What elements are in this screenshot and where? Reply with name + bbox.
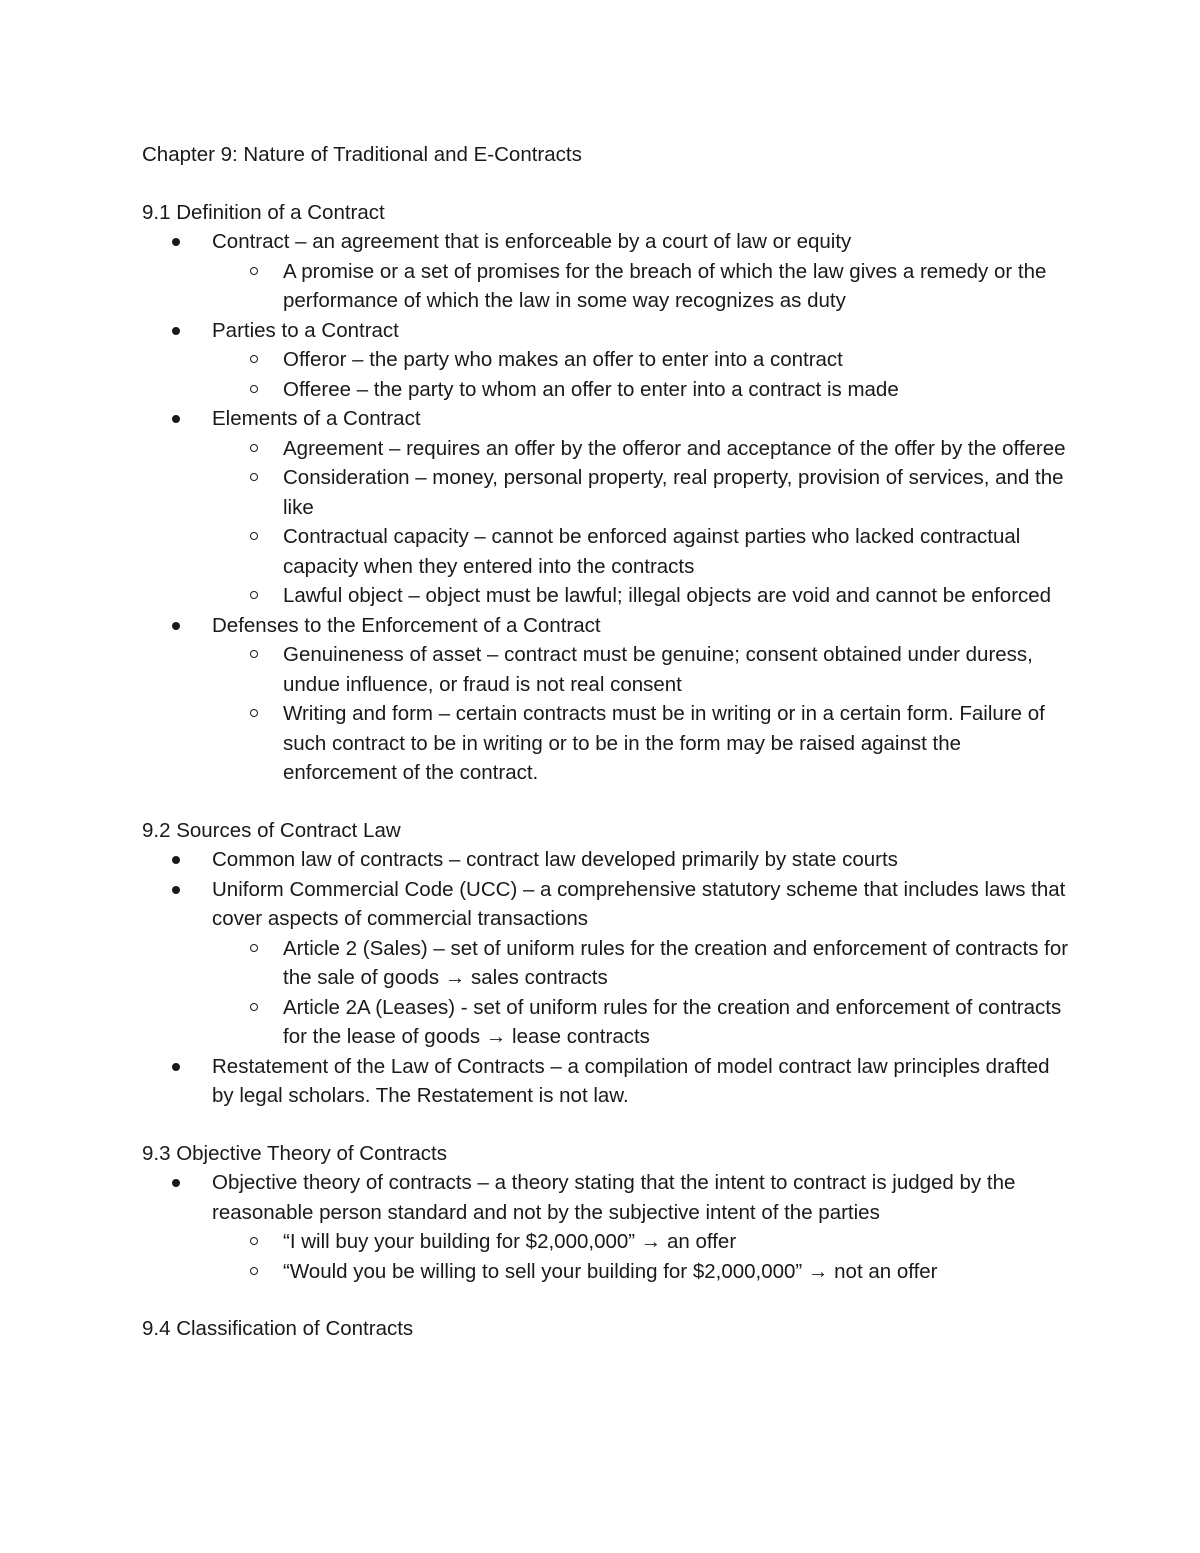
sub-list-item bbox=[212, 345, 1072, 375]
list-item bbox=[142, 404, 1072, 611]
section-heading: 9.3 Objective Theory of Contracts bbox=[142, 1141, 447, 1165]
list-item-text: Restatement of the Law of Contracts – a compilation of model contract law principles drafted by legal scholars. The Restatement is not law. bbox=[212, 1054, 1050, 1107]
list-item-text: Objective theory of contracts – a theory stating that the intent to contract is judged by the reasonable person standard and not by the subjective intent of the parties bbox=[212, 1171, 1016, 1224]
sub-list-item bbox=[212, 640, 1072, 699]
bullet-icon bbox=[172, 856, 180, 864]
sub-bullet-list bbox=[212, 434, 1072, 611]
sub-list-item-text: Writing and form – certain contracts must be in writing or in a certain form. Failure of such contract to be in writing or to be in the form may be raised against the enforcement of the contract. bbox=[283, 702, 1045, 784]
sub-list-item-text: Agreement – requires an offer by the offeror and acceptance of the offer by the offeree bbox=[283, 436, 1066, 460]
bullet-icon bbox=[172, 238, 180, 246]
bullet-list bbox=[142, 845, 1072, 1111]
section-heading: 9.2 Sources of Contract Law bbox=[142, 818, 401, 842]
circle-bullet-icon bbox=[250, 709, 258, 717]
sub-list-item-text: Offeree – the party to whom an offer to enter into a contract is made bbox=[283, 377, 899, 401]
section-heading: 9.4 Classification of Contracts bbox=[142, 1317, 414, 1340]
circle-bullet-icon bbox=[250, 385, 258, 393]
document-title: Chapter 9: Nature of Traditional and E-Contracts bbox=[142, 143, 582, 166]
bullet-list bbox=[142, 1168, 1072, 1286]
sub-list-item bbox=[212, 1227, 1072, 1257]
bullet-icon bbox=[172, 886, 180, 894]
sub-list-item bbox=[212, 1257, 1072, 1287]
circle-bullet-icon bbox=[250, 267, 258, 275]
bullet-icon bbox=[172, 415, 180, 423]
sub-bullet-list bbox=[212, 345, 1072, 404]
sub-list-item bbox=[212, 934, 1072, 993]
circle-bullet-icon bbox=[250, 1003, 258, 1011]
list-item bbox=[142, 1052, 1072, 1111]
sub-list-item bbox=[212, 699, 1072, 788]
section bbox=[142, 816, 1072, 1111]
list-item bbox=[142, 611, 1072, 788]
list-item-text: Elements of a Contract bbox=[212, 407, 421, 430]
bullet-icon bbox=[172, 622, 180, 630]
list-item bbox=[142, 1168, 1072, 1286]
list-item-text: Contract – an agreement that is enforceable by a court of law or equity bbox=[212, 230, 852, 253]
sub-list-item-text: Contractual capacity – cannot be enforced against parties who lacked contractual capacity when they entered into the contracts bbox=[283, 525, 1021, 578]
circle-bullet-icon bbox=[250, 532, 258, 540]
sub-list-item bbox=[212, 522, 1072, 581]
sub-bullet-list bbox=[212, 257, 1072, 316]
list-item-text: Uniform Commercial Code (UCC) – a comprehensive statutory scheme that includes laws that cover aspects of commercial transactions bbox=[212, 877, 1066, 930]
list-item-text: Defenses to the Enforcement of a Contract bbox=[212, 613, 601, 637]
circle-bullet-icon bbox=[250, 355, 258, 363]
sub-list-item-text: “I will buy your building for $2,000,000” → an offer bbox=[283, 1230, 737, 1253]
circle-bullet-icon bbox=[250, 591, 258, 599]
sub-list-item-text: Offeror – the party who makes an offer to enter into a contract bbox=[283, 348, 843, 371]
sub-list-item bbox=[212, 375, 1072, 405]
list-item-text: Common law of contracts – contract law developed primarily by state courts bbox=[212, 848, 898, 871]
circle-bullet-icon bbox=[250, 1267, 258, 1275]
section bbox=[142, 1139, 1072, 1287]
bullet-icon bbox=[172, 327, 180, 335]
sub-list-item-text: Article 2 (Sales) – set of uniform rules for the creation and enforcement of contracts for the sale of goods → sales contracts bbox=[283, 936, 1069, 989]
list-item bbox=[142, 227, 1072, 316]
sub-list-item-text: A promise or a set of promises for the breach of which the law gives a remedy or the performance of which the law in some way recognizes as duty bbox=[283, 259, 1047, 312]
sub-list-item-text: “Would you be willing to sell your building for $2,000,000” → not an offer bbox=[283, 1259, 938, 1283]
list-item-text: Parties to a Contract bbox=[212, 318, 399, 342]
sub-list-item-text: Consideration – money, personal property, real property, provision of services, and the like bbox=[283, 466, 1064, 519]
sub-list-item bbox=[212, 257, 1072, 316]
list-item bbox=[142, 845, 1072, 875]
section-heading: 9.1 Definition of a Contract bbox=[142, 200, 385, 224]
section bbox=[142, 198, 1072, 788]
sub-list-item-text: Genuineness of asset – contract must be genuine; consent obtained under duress, undue influence, or fraud is not real consent bbox=[283, 643, 1033, 696]
circle-bullet-icon bbox=[250, 650, 258, 658]
bullet-list bbox=[142, 227, 1072, 788]
sub-list-item-text: Article 2A (Leases) - set of uniform rules for the creation and enforcement of contracts for the lease of goods → lease contracts bbox=[283, 995, 1062, 1048]
sub-list-item bbox=[212, 993, 1072, 1052]
bullet-icon bbox=[172, 1179, 180, 1187]
sub-list-item-text: Lawful object – object must be lawful; illegal objects are void and cannot be enforced bbox=[283, 584, 1052, 607]
list-item bbox=[142, 875, 1072, 1052]
circle-bullet-icon bbox=[250, 473, 258, 481]
section bbox=[142, 1314, 1072, 1344]
circle-bullet-icon bbox=[250, 444, 258, 452]
circle-bullet-icon bbox=[250, 1237, 258, 1245]
list-item bbox=[142, 316, 1072, 405]
sub-bullet-list bbox=[212, 934, 1072, 1052]
sub-list-item bbox=[212, 581, 1072, 611]
document-sections bbox=[142, 198, 1072, 1344]
sub-list-item bbox=[212, 434, 1072, 464]
sub-bullet-list bbox=[212, 1227, 1072, 1286]
sub-bullet-list bbox=[212, 640, 1072, 788]
document-page bbox=[142, 140, 1072, 1372]
circle-bullet-icon bbox=[250, 944, 258, 952]
bullet-icon bbox=[172, 1063, 180, 1071]
sub-list-item bbox=[212, 463, 1072, 522]
